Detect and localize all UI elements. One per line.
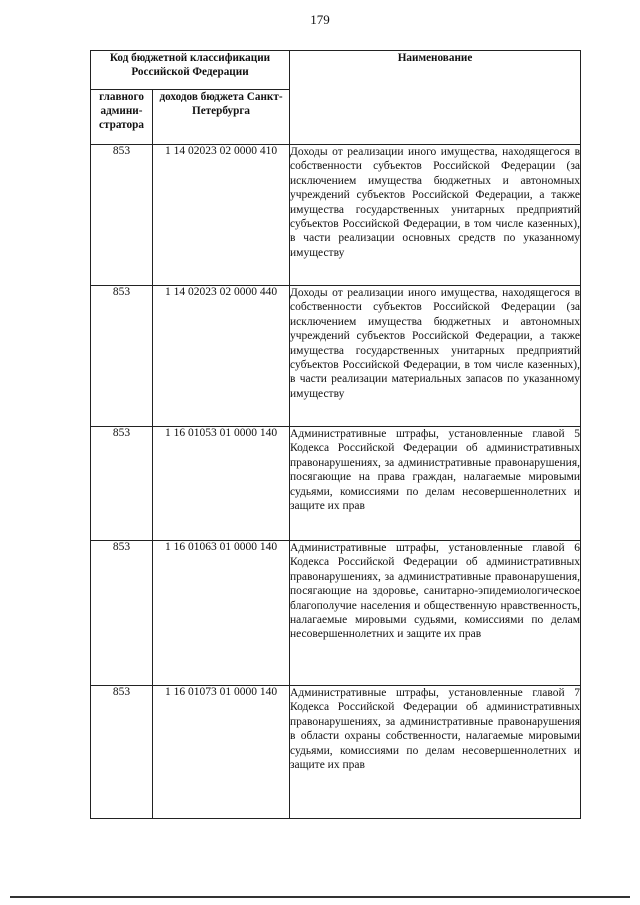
row-name: Административные штрафы, установленные главой 6 Кодекса Российской Федерации об административных правонарушениях, за административные правонарушения, посягающие на здоровье, санитарно-эпидемиологическое благополучие населения и общественную нравственность, налагаемые мировыми судьями, комиссиями по делам несовершеннолетних и защите их прав [290, 541, 581, 686]
row-admin-code: 853 [91, 286, 153, 427]
row-admin-code: 853 [91, 145, 153, 286]
header-revenue: доходов бюджета Санкт-Петербурга [153, 90, 290, 145]
row-name: Доходы от реализации иного имущества, находящегося в собственности субъектов Российской Федерации (за исключением имущества бюджетных и автономных учреждений субъектов Российской Федерации, а также имущества государственных унитарных предприятий субъектов Российской Федерации, в том числе казенных), в части реализации основных средств по указанному имуществу [290, 145, 581, 286]
page-number: 179 [310, 12, 330, 27]
header-code-group: Код бюджетной классификации Российской Федерации [91, 51, 290, 90]
row-revenue-code: 1 16 01063 01 0000 140 [153, 541, 290, 686]
row-name: Доходы от реализации иного имущества, находящегося в собственности субъектов Российской Федерации (за исключением имущества бюджетных и автономных учреждений субъектов Российской Федерации, а также имущества государственных унитарных предприятий субъектов Российской Федерации, в том числе казенных), в части реализации материальных запасов по указанному имуществу [290, 286, 581, 427]
row-name: Административные штрафы, установленные главой 7 Кодекса Российской Федерации об административных правонарушениях, за административные правонарушения в области охраны собственности, налагаемые мировыми судьями, комиссиями по делам несовершеннолетних и защите их прав [290, 686, 581, 819]
bottom-rule [10, 896, 630, 898]
row-revenue-code: 1 16 01073 01 0000 140 [153, 686, 290, 819]
table-row [91, 145, 581, 286]
table-row [91, 541, 581, 686]
header-name: Наименование [290, 51, 581, 145]
table-row [91, 686, 581, 819]
budget-classification-table [90, 50, 581, 819]
row-admin-code: 853 [91, 686, 153, 819]
header-admin: главного админи-стратора [91, 90, 153, 145]
row-revenue-code: 1 14 02023 02 0000 410 [153, 145, 290, 286]
row-revenue-code: 1 16 01053 01 0000 140 [153, 427, 290, 541]
row-name: Административные штрафы, установленные главой 5 Кодекса Российской Федерации об административных правонарушениях, за административные правонарушения, посягающие на права граждан, налагаемые мировыми судьями, комиссиями по делам несовершеннолетних и защите их прав [290, 427, 581, 541]
row-admin-code: 853 [91, 541, 153, 686]
row-revenue-code: 1 14 02023 02 0000 440 [153, 286, 290, 427]
table-row [91, 427, 581, 541]
table-row [91, 286, 581, 427]
row-admin-code: 853 [91, 427, 153, 541]
